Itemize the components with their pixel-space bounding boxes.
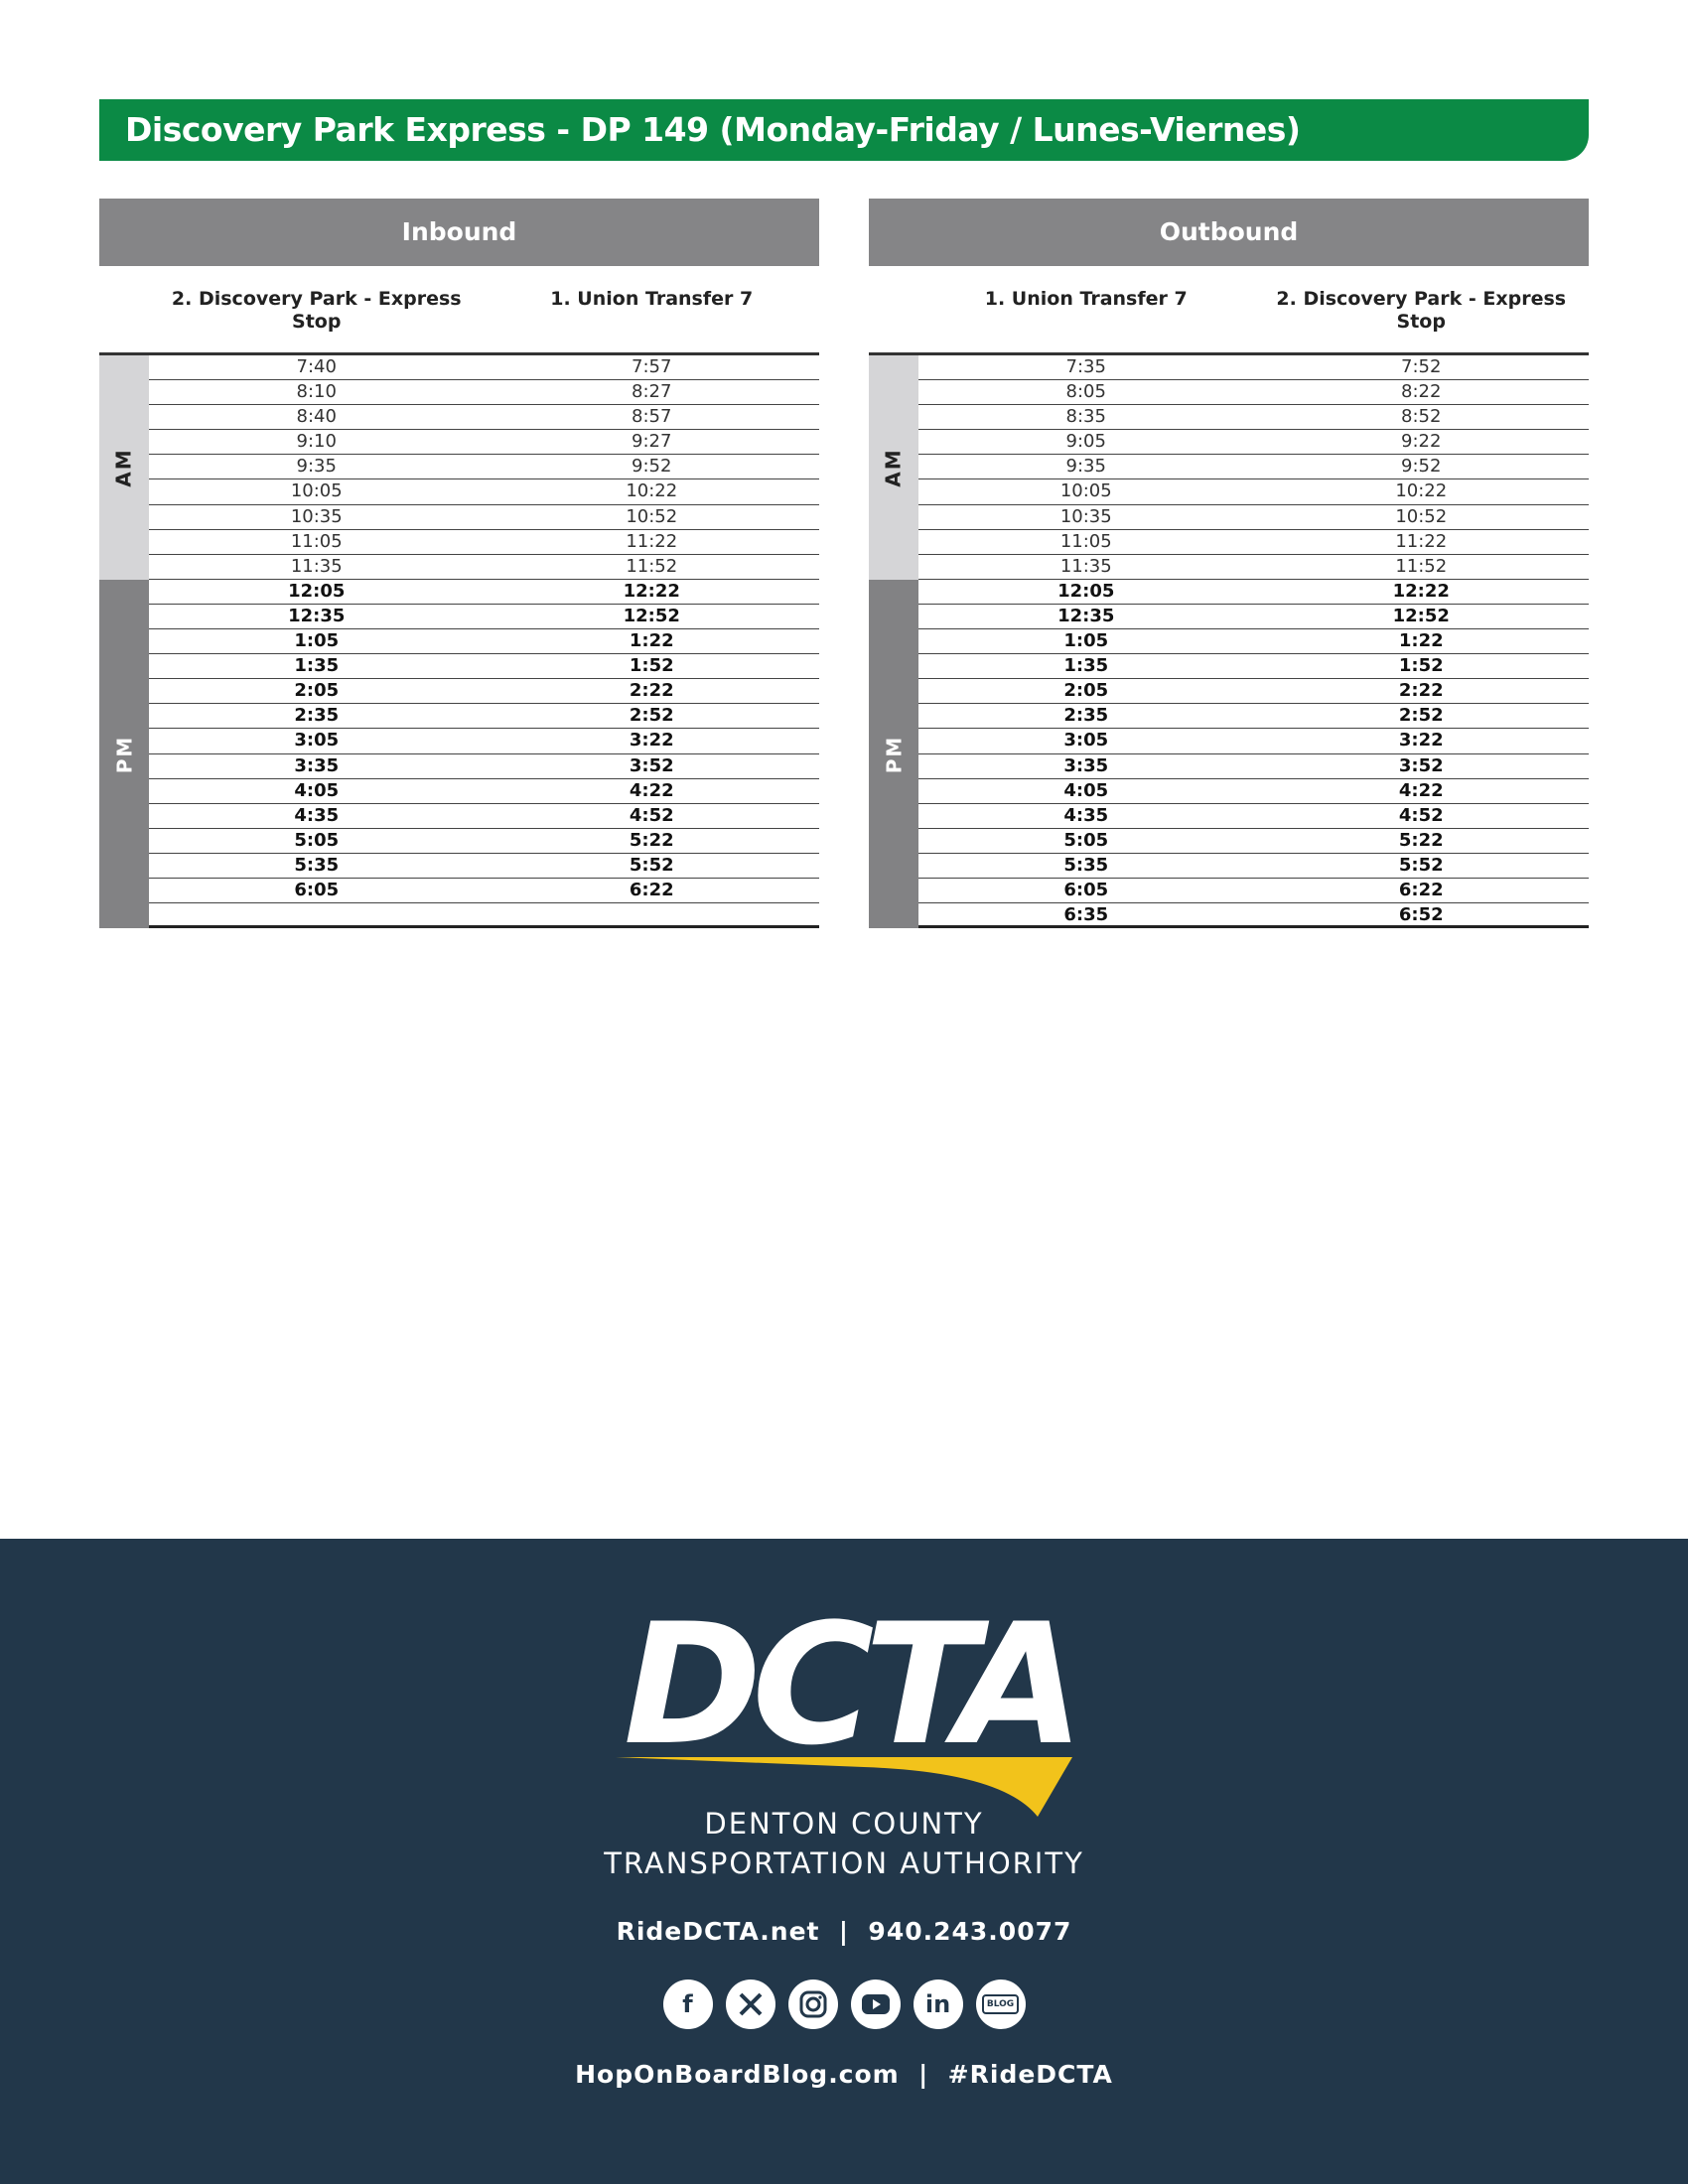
blog-icon[interactable] [976,1979,1026,2029]
time-cell: 9:27 [632,431,672,453]
table-row [149,704,819,729]
am-label [869,355,918,580]
time-cell: 5:35 [1063,854,1109,876]
column-headers [869,266,1589,355]
time-cell: 1:22 [1398,630,1444,652]
table-row [149,405,819,430]
table-row [918,479,1589,504]
contact-info[interactable]: RideDCTA.net | 940.243.0077 [616,1917,1072,1946]
time-cell: 8:57 [632,406,672,428]
table-row [918,679,1589,704]
time-cell: 6:52 [1398,904,1444,926]
time-cell: 3:05 [294,730,340,751]
facebook-icon[interactable] [663,1979,713,2029]
table-row [149,455,819,479]
outbound-header: Outbound [869,199,1589,266]
time-cell: 4:35 [1063,804,1109,826]
time-cell: 10:22 [626,480,678,502]
time-cell: 9:05 [1065,431,1106,453]
time-cell: 2:52 [1398,705,1444,727]
table-row [918,754,1589,779]
time-cell: 4:05 [294,779,340,801]
time-cell: 12:52 [1392,605,1450,626]
time-cell: 7:57 [632,356,672,377]
table-row [918,380,1589,405]
time-cell: 7:52 [1401,356,1442,377]
column-header: 1. Union Transfer 7 [550,288,754,310]
table-row [149,754,819,779]
table-row [918,530,1589,555]
time-cell: 10:52 [626,505,678,527]
svg-text:DCTA: DCTA [623,1608,1075,1782]
table-row [918,879,1589,903]
org-name-line1: DENTON COUNTY [704,1807,984,1841]
table-row [149,479,819,504]
time-cell: 2:35 [294,705,340,727]
table-row [149,355,819,380]
time-cell: 9:35 [1065,456,1106,478]
time-cell: 9:52 [632,456,672,478]
time-cell: 12:35 [288,605,346,626]
pm-text: PM [112,735,136,773]
time-cell: 9:52 [1401,456,1442,478]
time-cell: 12:52 [623,605,680,626]
table-row [149,555,819,580]
time-cell: 11:05 [1059,530,1112,552]
table-row [149,679,819,704]
time-cell: 2:35 [1063,705,1109,727]
time-cell: 2:05 [1063,680,1109,702]
pm-label [99,580,149,928]
time-cell: 1:35 [294,655,340,677]
time-cell: 6:05 [294,879,340,900]
time-cell: 4:22 [1398,779,1444,801]
org-name-line2: TRANSPORTATION AUTHORITY [604,1846,1084,1880]
time-cell: 5:52 [629,854,674,876]
time-cell: 6:05 [1063,879,1109,900]
table-row [918,405,1589,430]
time-cell: 9:35 [296,456,337,478]
time-cell: 12:22 [623,580,680,602]
time-cell: 3:05 [1063,730,1109,751]
time-cell: 5:35 [294,854,340,876]
table-row [918,629,1589,654]
linkedin-glyph: in [924,1990,951,2018]
column-headers [99,266,819,355]
table-row [149,605,819,629]
time-cell: 8:40 [296,406,337,428]
table-row [149,854,819,879]
time-cell: 2:22 [1398,680,1444,702]
time-cell: 6:22 [1398,879,1444,900]
table-row [918,654,1589,679]
time-cell: 3:52 [629,754,674,776]
time-cell: 5:22 [1398,829,1444,851]
table-row [918,704,1589,729]
dcta-logo [616,1608,1082,1817]
time-cell: 5:05 [294,829,340,851]
time-cell: 4:35 [294,804,340,826]
time-cell [485,903,820,925]
table-row [918,729,1589,753]
time-cell: 12:35 [1057,605,1115,626]
time-cell [149,903,485,925]
table-row [149,380,819,405]
time-cell: 4:22 [629,779,674,801]
time-cell: 8:27 [632,381,672,403]
time-cell: 9:22 [1401,431,1442,453]
tagline[interactable]: HopOnBoardBlog.com | #RideDCTA [575,2060,1113,2089]
table-row [149,505,819,530]
table-row [918,829,1589,854]
time-cell: 1:05 [1063,630,1109,652]
time-cell: 5:52 [1398,854,1444,876]
am-text: AM [881,448,906,487]
outbound-table [869,199,1589,928]
time-cell: 3:22 [1398,730,1444,751]
time-cell: 8:35 [1065,406,1106,428]
time-cell: 1:22 [629,630,674,652]
time-cell: 12:05 [288,580,346,602]
time-cell: 5:05 [1063,829,1109,851]
time-cell: 3:35 [1063,754,1109,776]
pm-label [869,580,918,928]
facebook-glyph: f [682,1990,693,2018]
column-header: 2. Discovery Park - Express Stop [171,288,462,333]
time-cell: 4:05 [1063,779,1109,801]
am-label [99,355,149,580]
x-icon[interactable] [726,1979,775,2029]
column-header: 2. Discovery Park - Express Stop [1276,288,1567,333]
time-cell: 1:52 [629,655,674,677]
time-cell: 2:22 [629,680,674,702]
table-row [918,804,1589,829]
table-row [918,779,1589,804]
time-cell: 3:35 [294,754,340,776]
table-row [149,629,819,654]
table-row [918,580,1589,605]
page-title: Discovery Park Express - DP 149 (Monday-Friday / Lunes-Viernes) [99,99,1589,161]
time-cell: 3:52 [1398,754,1444,776]
table-row [149,729,819,753]
time-cell: 4:52 [629,804,674,826]
time-cell: 7:35 [1065,356,1106,377]
time-cell: 10:52 [1395,505,1448,527]
time-cell: 11:35 [1059,555,1112,577]
time-cell: 10:22 [1395,480,1448,502]
table-row [149,829,819,854]
table-row [918,355,1589,380]
blog-glyph: BLOG [982,1994,1019,2014]
table-row [918,903,1589,928]
table-row [918,505,1589,530]
time-cell: 6:22 [629,879,674,900]
time-cell: 8:52 [1401,406,1442,428]
time-cell: 8:05 [1065,381,1106,403]
time-cell: 2:05 [294,680,340,702]
time-cell: 11:52 [626,555,678,577]
table-row [149,903,819,928]
table-row [149,654,819,679]
time-cell: 11:05 [290,530,343,552]
time-cell: 10:05 [1059,480,1112,502]
inbound-table [99,199,819,928]
time-cell: 10:35 [290,505,343,527]
footer [0,1539,1688,2184]
table-row [149,430,819,455]
time-cell: 2:52 [629,705,674,727]
table-row [918,854,1589,879]
table-row [149,804,819,829]
time-cell: 11:52 [1395,555,1448,577]
time-cell: 10:35 [1059,505,1112,527]
table-row [149,779,819,804]
time-cell: 3:22 [629,730,674,751]
time-cell: 11:22 [1395,530,1448,552]
youtube-icon[interactable] [851,1979,901,2029]
time-cell: 8:10 [296,381,337,403]
table-row [149,879,819,903]
table-row [918,430,1589,455]
linkedin-icon[interactable] [914,1979,963,2029]
time-cell: 1:05 [294,630,340,652]
table-row [918,605,1589,629]
column-header: 1. Union Transfer 7 [984,288,1188,310]
table-row [918,455,1589,479]
am-text: AM [111,448,136,487]
time-cell: 6:35 [1063,904,1109,926]
table-row [149,530,819,555]
time-cell: 11:35 [290,555,343,577]
time-cell: 12:22 [1392,580,1450,602]
table-row [149,580,819,605]
time-cell: 1:52 [1398,655,1444,677]
time-cell: 11:22 [626,530,678,552]
time-cell: 1:35 [1063,655,1109,677]
time-cell: 7:40 [296,356,337,377]
time-cell: 8:22 [1401,381,1442,403]
time-cell: 5:22 [629,829,674,851]
pm-text: PM [882,735,906,773]
inbound-header: Inbound [99,199,819,266]
time-cell: 4:52 [1398,804,1444,826]
table-row [918,555,1589,580]
time-cell: 10:05 [290,480,343,502]
instagram-icon[interactable] [788,1979,838,2029]
time-cell: 12:05 [1057,580,1115,602]
time-cell: 9:10 [296,431,337,453]
